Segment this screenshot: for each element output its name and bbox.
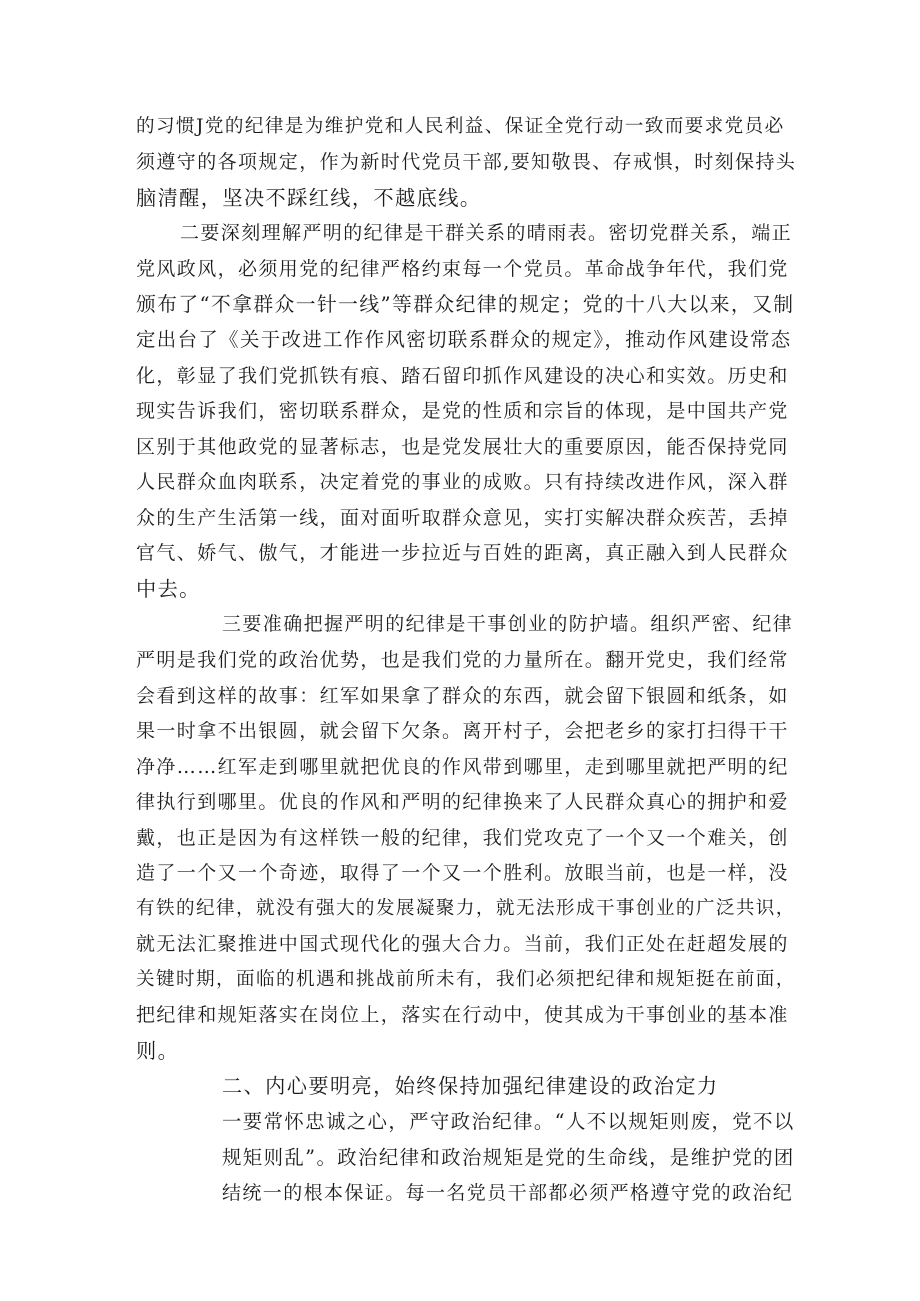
text-line: 颁布了“不拿群众一针一线”等群众纪律的规定；党的十八大以来，又制 [136, 293, 795, 316]
text-line: 三要准确把握严明的纪律是干事创业的防护墙。组织严密、纪律 [222, 613, 794, 635]
text-line: 净净……红军走到哪里就把优良的作风带到哪里，走到哪里就把严明的纪 [136, 756, 789, 778]
text-line: 党风政风，必须用党的纪律严格约束每一个党员。革命战争年代，我们党 [136, 258, 789, 280]
text-line: 区别于其他政党的显著标志，也是党发展壮大的重要原因，能否保持党同 [136, 436, 789, 458]
text-line: 把纪律和规矩落实在岗位上，落实在行动中，使其成为干事创业的基本准 [136, 1004, 789, 1026]
text-line: 须遵守的各项规定，作为新时代党员干部,要知敬畏、存戒惧，时刻保持头 [136, 151, 797, 173]
text-line: 一要常怀忠诚之心，严守政治纪律。“人不以规矩则废，党不以 [222, 1110, 795, 1133]
text-line: 结统一的根本保证。每一名党员干部都必须严格遵守党的政治纪 [222, 1182, 794, 1204]
text-line: 会看到这样的故事：红军如果拿了群众的东西，就会留下银圆和纸条，如 [136, 685, 789, 707]
text-line: 有铁的纪律，就没有强大的发展凝聚力，就无法形成干事创业的广泛共识， [136, 898, 796, 919]
text-line: 就无法汇聚推进中国式现代化的强大合力。当前，我们正处在赶超发展的 [136, 933, 789, 955]
text-line: 脑清醒，坚决不踩红线，不越底线。 [136, 186, 482, 210]
text-line: 现实告诉我们，密切联系群众，是党的性质和宗旨的体现，是中国共产党 [136, 400, 789, 422]
text-line: 众的生产生活第一线，面对面听取群众意见，实打实解决群众疾苦，丢掉 [136, 507, 789, 529]
text-line: 戴，也正是因为有这样铁一般的纪律，我们党攻克了一个又一个难关，创 [136, 827, 789, 849]
text-line: 律执行到哪里。优良的作风和严明的纪律换来了人民群众真心的拥护和爱 [136, 791, 789, 813]
text-line: 规矩则乱”。政治纪律和政治规矩是党的生命线，是维护党的团 [222, 1146, 795, 1169]
text-line: 严明是我们党的政治优势，也是我们党的力量所在。翻开党史，我们经常 [136, 649, 789, 671]
text-line: 果一时拿不出银圆，就会留下欠条。离开村子，会把老乡的家打扫得干干 [136, 720, 789, 742]
text-line: 化，彰显了我们党抓铁有痕、踏石留印抓作风建设的决心和实效。历史和 [136, 365, 789, 387]
text-line: 二要深刻理解严明的纪律是干群关系的晴雨表。密切党群关系，端正 [180, 222, 793, 244]
section-heading: 二、内心要明亮，始终保持加强纪律建设的政治定力 [222, 1074, 719, 1098]
text-line: 造了一个又一个奇迹，取得了一个又一个胜利。放眼当前，也是一样，没 [136, 862, 789, 884]
text-line: 关键时期，面临的机遇和挑战前所未有，我们必须把纪律和规矩挺在前面， [136, 969, 796, 990]
text-line: 中去。 [136, 577, 201, 601]
text-line: 人民群众血肉联系，决定着党的事业的成败。只有持续改进作风，深入群 [136, 471, 789, 493]
text-line: 定出台了《关于改进工作作风密切联系群众的规定》，推动作风建设常态 [136, 328, 792, 351]
text-line: 官气、娇气、傲气，才能进一步拉近与百姓的距离，真正融入到人民群众 [136, 542, 789, 564]
text-line: 则。 [136, 1039, 180, 1063]
text-line: 的习惯J党的纪律是为维护党和人民利益、保证全党行动一致而要求党员必 [136, 116, 785, 137]
